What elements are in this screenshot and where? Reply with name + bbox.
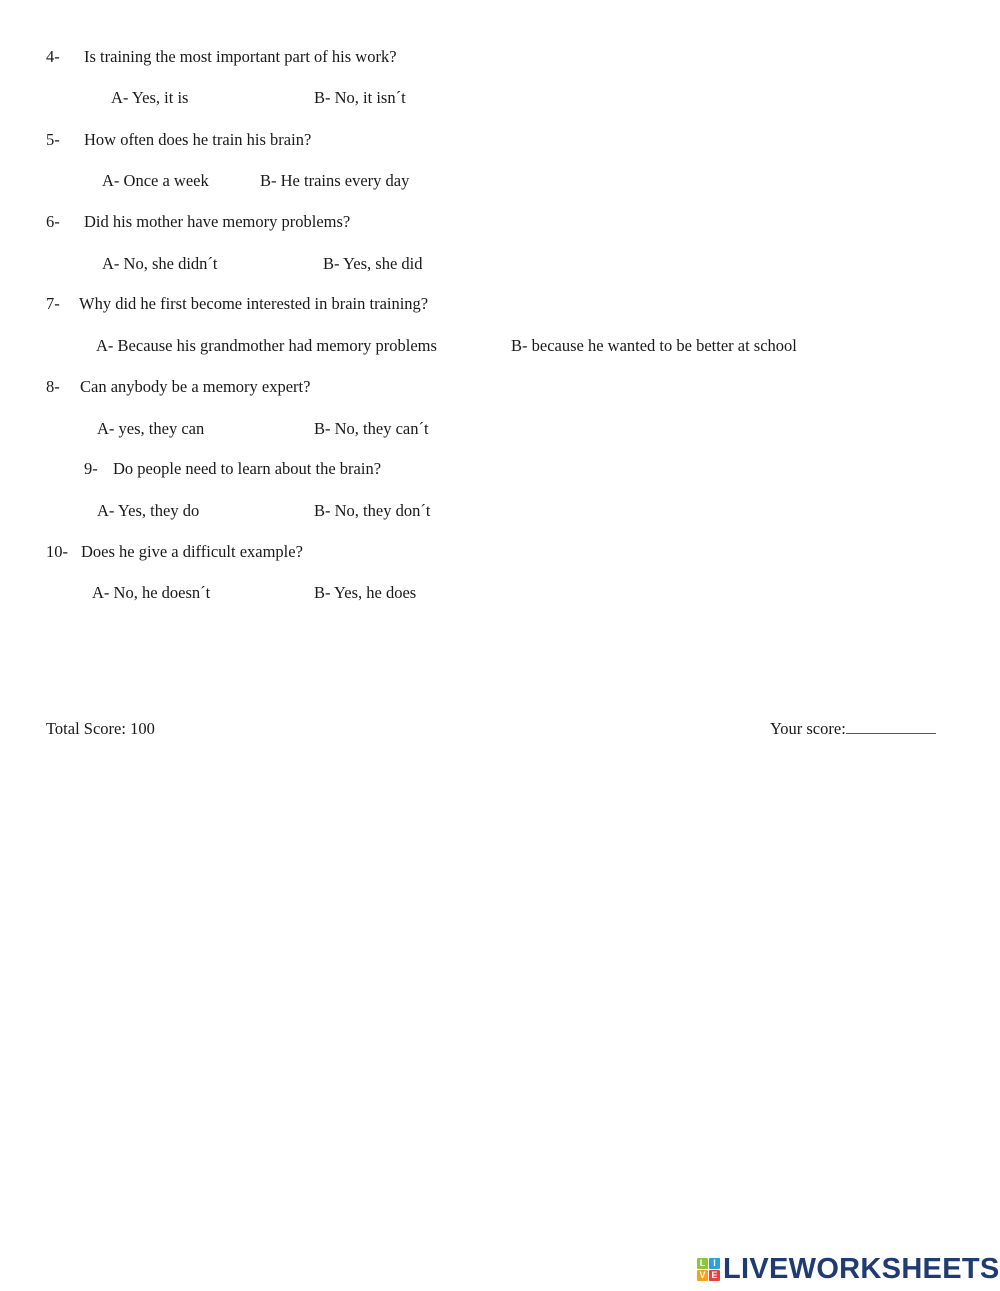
logo-block-v: V <box>697 1270 708 1281</box>
question-number: 7- <box>46 294 60 313</box>
logo-block-e: E <box>709 1270 720 1281</box>
question-9 <box>84 459 382 479</box>
question-8 <box>46 377 311 397</box>
question-7 <box>46 294 429 314</box>
option-a[interactable]: A- No, he doesn´t <box>92 583 211 602</box>
question-4 <box>46 47 397 67</box>
option-a[interactable]: A- Because his grandmother had memory problems <box>96 336 437 355</box>
logo-block-i: I <box>709 1258 720 1269</box>
question-6 <box>46 212 351 232</box>
question-text: Do people need to learn about the brain? <box>113 459 382 478</box>
option-b[interactable]: B- No, it isn´t <box>314 88 406 107</box>
logo-text: LIVEWORKSHEETS <box>723 1253 1000 1285</box>
question-number: 4- <box>46 47 60 66</box>
option-a[interactable]: A- Once a week <box>102 171 209 190</box>
question-number: 5- <box>46 130 60 149</box>
question-text: Is training the most important part of his work? <box>84 47 397 66</box>
logo-block-l: L <box>697 1258 708 1269</box>
option-a[interactable]: A- Yes, they do <box>97 501 200 520</box>
question-text: Why did he first become interested in brain training? <box>79 294 429 313</box>
option-b[interactable]: B- No, they can´t <box>314 419 429 438</box>
your-score-input[interactable] <box>846 719 936 734</box>
option-b[interactable]: B- Yes, she did <box>323 254 423 273</box>
option-a[interactable]: A- Yes, it is <box>111 88 189 107</box>
question-10 <box>46 542 303 562</box>
option-a[interactable]: A- No, she didn´t <box>102 254 218 273</box>
your-score <box>770 719 936 739</box>
option-b[interactable]: B- because he wanted to be better at school <box>511 336 797 355</box>
question-text: Did his mother have memory problems? <box>84 212 351 231</box>
question-number: 9- <box>84 459 98 478</box>
liveworksheets-logo <box>697 1253 1000 1285</box>
question-number: 10- <box>46 542 68 561</box>
option-b[interactable]: B- No, they don´t <box>314 501 431 520</box>
question-number: 8- <box>46 377 60 396</box>
option-b[interactable]: B- Yes, he does <box>314 583 417 602</box>
question-5 <box>46 130 312 150</box>
question-text: Can anybody be a memory expert? <box>80 377 311 396</box>
question-text: How often does he train his brain? <box>84 130 312 149</box>
question-number: 6- <box>46 212 60 231</box>
your-score-label: Your score: <box>770 719 846 738</box>
logo-blocks-icon <box>697 1258 720 1281</box>
total-score: Total Score: 100 <box>46 719 155 738</box>
option-a[interactable]: A- yes, they can <box>97 419 205 438</box>
option-b[interactable]: B- He trains every day <box>260 171 410 190</box>
question-text: Does he give a difficult example? <box>81 542 303 561</box>
